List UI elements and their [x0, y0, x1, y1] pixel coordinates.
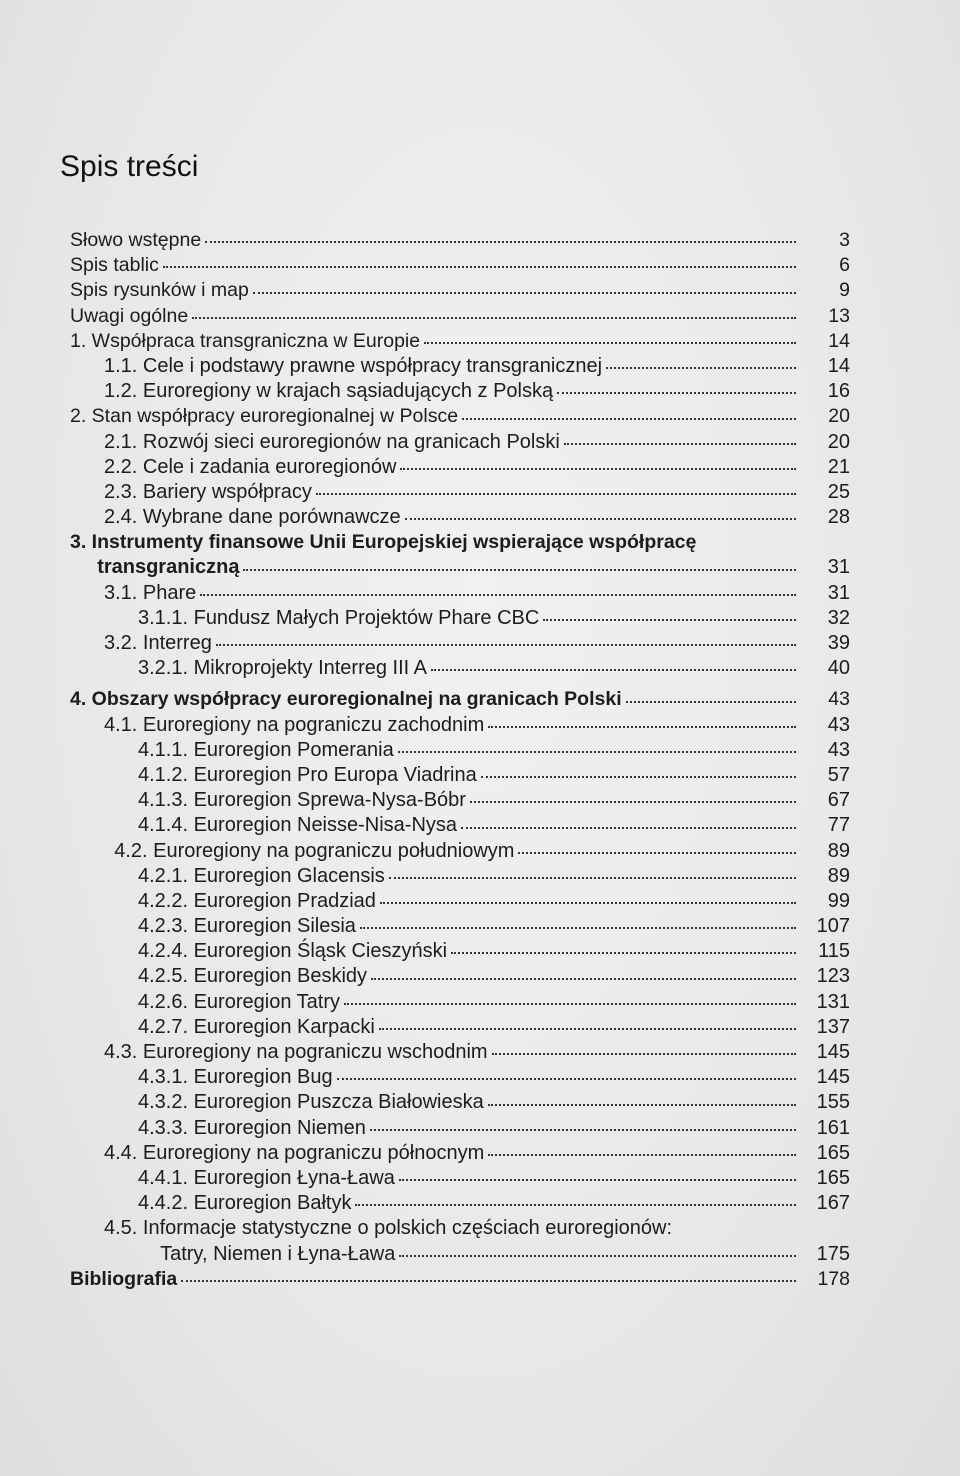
- toc-entry-page: 14: [828, 329, 850, 352]
- toc-entry: [70, 404, 850, 429]
- dot-leader: [564, 443, 796, 445]
- toc-entry-page: 43: [827, 738, 850, 761]
- toc-entry-label: 2.4. Wybrane dane porównawcze: [104, 506, 401, 529]
- dot-leader: [243, 569, 796, 571]
- toc-entry: [70, 304, 850, 329]
- toc-entry-label: 4.4.1. Euroregion Łyna-Ława: [138, 1166, 395, 1189]
- toc-entry-page: 161: [816, 1116, 850, 1139]
- toc-entry-label: 2.3. Bariery współpracy: [104, 480, 312, 503]
- toc-entry-label: Spis rysunków i map: [70, 279, 249, 302]
- dot-leader: [200, 594, 796, 596]
- toc-entry: [70, 964, 850, 989]
- toc-entry-page: 20: [828, 405, 850, 428]
- toc-entry-page: 39: [827, 632, 850, 654]
- toc-entry-label: 1. Współpraca transgraniczna w Europie: [70, 329, 421, 352]
- toc-entry-label: 4.2.7. Euroregion Karpacki: [138, 1015, 375, 1038]
- dot-leader: [543, 619, 796, 621]
- toc-entry-label: 4.3.3. Euroregion Niemen: [138, 1116, 366, 1139]
- dot-leader: [344, 1003, 796, 1005]
- toc-entry: [70, 581, 850, 606]
- toc-entry: [70, 1040, 850, 1065]
- dot-leader: [606, 367, 796, 369]
- toc-entry: [70, 1242, 850, 1267]
- toc-entry: [70, 329, 850, 354]
- toc-entry-label: 4.3.1. Euroregion Bug: [138, 1066, 333, 1089]
- toc-entry: [70, 430, 850, 455]
- toc-entry-label: Bibliografia: [70, 1267, 178, 1290]
- toc-entry: [70, 480, 850, 505]
- dot-leader: [370, 1129, 796, 1131]
- dot-leader: [371, 978, 796, 980]
- toc-entry: [70, 889, 850, 914]
- toc-entry-page: 167: [816, 1192, 850, 1215]
- dot-leader: [380, 902, 796, 904]
- dot-leader: [216, 644, 796, 646]
- toc-entry: [70, 253, 850, 278]
- toc-entry: [70, 1090, 850, 1115]
- toc-entry-label: Słowo wstępne: [70, 229, 202, 251]
- dot-leader: [360, 927, 796, 929]
- toc-entry: [70, 1191, 850, 1216]
- toc-entry-page: 31: [827, 556, 850, 579]
- toc-entry-label: 4.3. Euroregiony na pograniczu wschodnim: [104, 1041, 488, 1063]
- toc-entry-page: 131: [816, 990, 850, 1013]
- dot-leader: [488, 1104, 796, 1106]
- dot-leader: [205, 241, 796, 243]
- toc-entry-label: 4.4. Euroregiony na pograniczu północnym: [104, 1141, 485, 1164]
- toc-entry-label: 1.2. Euroregiony w krajach sąsiadujących z Polską: [104, 380, 554, 403]
- dot-leader: [470, 801, 796, 803]
- toc-entry-page: 43: [828, 688, 850, 711]
- toc-entry-page: 14: [827, 354, 850, 377]
- dot-leader: [488, 1154, 796, 1156]
- toc-entry: [70, 354, 850, 379]
- toc-entry: [70, 1166, 850, 1191]
- toc-entry-page: 137: [816, 1015, 850, 1038]
- toc-entry: [70, 1267, 850, 1292]
- toc-entry-page: 21: [827, 455, 850, 478]
- dot-leader: [389, 877, 796, 879]
- dot-leader: [163, 266, 796, 268]
- toc-entry-page: 67: [827, 789, 850, 812]
- dot-leader: [192, 317, 796, 319]
- toc-entry-page: 89: [827, 839, 850, 862]
- toc-entry: [70, 813, 850, 838]
- dot-leader: [518, 852, 796, 854]
- toc-entry: [70, 1141, 850, 1166]
- toc-entry-label: 4.3.2. Euroregion Puszcza Białowieska: [138, 1091, 484, 1114]
- toc-entry-page: 20: [827, 430, 850, 453]
- toc-entry-label: 4.2.1. Euroregion Glacensis: [138, 864, 385, 887]
- toc-entry-label: 4.1.3. Euroregion Sprewa-Nysa-Bóbr: [138, 789, 466, 812]
- toc-entry: [70, 687, 850, 712]
- toc-entry-label: 3.2. Interreg: [104, 632, 212, 654]
- dot-leader: [451, 952, 796, 954]
- dot-leader: [462, 418, 796, 420]
- toc-entry-page: 123: [816, 965, 850, 988]
- toc-entry-label: Spis tablic: [70, 254, 159, 277]
- toc-entry-page: 115: [818, 940, 850, 963]
- toc-entry: [70, 530, 850, 555]
- toc-entry-page: 165: [816, 1141, 850, 1164]
- toc-entry-label: Tatry, Niemen i Łyna-Ława: [160, 1242, 396, 1265]
- toc-entry: [70, 505, 850, 530]
- toc-entry: [70, 228, 850, 253]
- toc-entry-page: 155: [816, 1091, 850, 1114]
- dot-leader: [481, 776, 796, 778]
- toc-entry-label: 4.2.4. Euroregion Śląsk Cieszyński: [138, 940, 448, 963]
- toc-entry-label: 2. Stan współpracy euroregionalnej w Polsce: [70, 405, 459, 428]
- toc-entry: [70, 1116, 850, 1141]
- toc-entry-page: 145: [816, 1041, 850, 1063]
- toc-entry: [70, 788, 850, 813]
- toc-entry-page: 3: [839, 229, 850, 251]
- toc-entry-label: 1.1. Cele i podstawy prawne współpracy transgranicznej: [104, 354, 603, 377]
- toc-entry-page: 89: [827, 864, 850, 887]
- toc-entry-page: 32: [827, 606, 850, 629]
- toc-entry: [70, 738, 850, 763]
- toc-entry-page: 77: [827, 814, 850, 837]
- toc-entry-label: 4.2.2. Euroregion Pradziad: [138, 889, 376, 912]
- toc-entry-label: 4.1.4. Euroregion Neisse-Nisa-Nysa: [138, 814, 458, 837]
- toc-entry: [70, 914, 850, 939]
- toc-entry-page: 9: [839, 279, 850, 302]
- toc-entry-page: 25: [827, 480, 850, 503]
- toc-entry: [70, 864, 850, 889]
- toc-entry: [70, 379, 850, 404]
- toc-entry-label: 2.1. Rozwój sieci euroregionów na granicach Polski: [104, 430, 560, 453]
- toc-entry-label: 4. Obszary współpracy euroregionalnej na granicach Polski: [70, 688, 622, 711]
- toc-entry-page: 43: [827, 713, 850, 736]
- dot-leader: [424, 342, 796, 344]
- toc-entry-label: 4.4.2. Euroregion Bałtyk: [138, 1192, 352, 1215]
- toc-entry-label: 4.1.1. Euroregion Pomerania: [138, 738, 394, 761]
- dot-leader: [181, 1280, 796, 1282]
- toc-entry: [70, 763, 850, 788]
- toc-entry: [70, 713, 850, 738]
- toc-entry: [70, 1015, 850, 1040]
- dot-leader: [316, 493, 796, 495]
- toc-entry-page: 57: [827, 763, 850, 786]
- dot-leader: [488, 726, 796, 728]
- toc-entry-label: 4.1.2. Euroregion Pro Europa Viadrina: [138, 763, 477, 786]
- toc-entry-label: 4.2.3. Euroregion Silesia: [138, 915, 356, 938]
- dot-leader: [379, 1028, 796, 1030]
- toc-entry-page: 6: [839, 254, 850, 277]
- dot-leader: [626, 701, 796, 703]
- toc-entry: [70, 839, 850, 864]
- toc-entry-page: 178: [817, 1267, 850, 1290]
- toc-entry-label: 4.1. Euroregiony na pograniczu zachodnim: [104, 713, 485, 736]
- toc-entry: [70, 990, 850, 1015]
- toc-entry-label: 3.2.1. Mikroprojekty Interreg III A: [138, 657, 428, 680]
- toc-entry-page: 13: [828, 304, 850, 327]
- toc-entry: [70, 1216, 850, 1241]
- toc-entry-page: 40: [827, 657, 850, 680]
- toc-entry-label: 2.2. Cele i zadania euroregionów: [104, 455, 397, 478]
- toc-entry-page: 145: [816, 1066, 850, 1089]
- dot-leader: [355, 1204, 796, 1206]
- toc-entry-label: 3.1. Phare: [104, 581, 197, 604]
- dot-leader: [461, 827, 796, 829]
- dot-leader: [398, 751, 796, 753]
- toc-entry: [70, 555, 850, 580]
- dot-leader: [399, 1255, 796, 1257]
- toc-entry-label: 3.1.1. Fundusz Małych Projektów Phare CBC: [138, 606, 540, 629]
- toc-entry-label: transgraniczną: [97, 556, 240, 579]
- toc-entry: [70, 939, 850, 964]
- toc-entry-label: Uwagi ogólne: [70, 304, 189, 327]
- toc-entry: [70, 631, 850, 656]
- toc-entry-page: 16: [827, 380, 850, 403]
- dot-leader: [431, 669, 796, 671]
- toc-entry: [70, 656, 850, 681]
- dot-leader: [492, 1053, 796, 1055]
- dot-leader: [253, 292, 796, 294]
- page-title: Spis treści: [60, 150, 199, 183]
- dot-leader: [400, 468, 796, 470]
- dot-leader: [405, 518, 796, 520]
- dot-leader: [337, 1078, 796, 1080]
- toc-entry-page: 31: [827, 581, 850, 604]
- dot-leader: [399, 1179, 796, 1181]
- toc-entry-page: 107: [816, 915, 850, 938]
- toc-entry: [70, 455, 850, 480]
- toc-entry-page: 165: [816, 1166, 850, 1189]
- toc-entry-label: 4.2.5. Euroregion Beskidy: [138, 965, 368, 988]
- toc-entry-page: 99: [827, 889, 850, 912]
- toc-entry-label: 4.2. Euroregiony na pograniczu południowym: [114, 839, 515, 862]
- dot-leader: [557, 392, 796, 394]
- toc-entry-page: 175: [816, 1242, 850, 1265]
- table-of-contents: [70, 228, 850, 1292]
- toc-entry: [70, 1065, 850, 1090]
- toc-entry-label: 4.5. Informacje statystyczne o polskich częściach euroregionów:: [104, 1217, 673, 1240]
- toc-entry-page: 28: [827, 506, 850, 529]
- toc-entry: [70, 278, 850, 303]
- toc-entry-label: 3. Instrumenty finansowe Unii Europejskiej wspierające współpracę: [70, 531, 697, 554]
- toc-entry: [70, 606, 850, 631]
- toc-entry-label: 4.2.6. Euroregion Tatry: [138, 990, 340, 1013]
